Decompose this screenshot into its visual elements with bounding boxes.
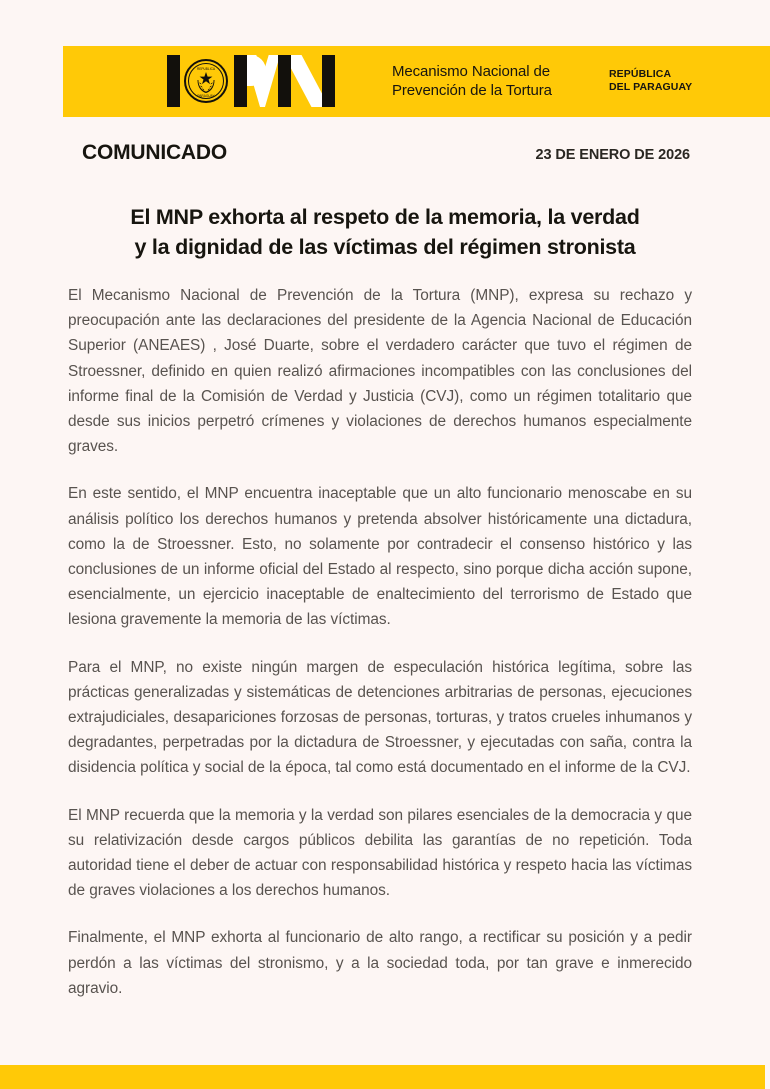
body-paragraph: Finalmente, el MNP exhorta al funcionario de alto rango, a rectificar su posición y a pedir perdón a las víctimas del stronismo, y a la sociedad toda, por tan grave e inmerecido agravio. [68, 929, 692, 997]
header-org-line-2: Prevención de la Tortura [392, 82, 552, 99]
logo-mnp-letters [234, 55, 382, 107]
logo-i-bar [167, 55, 180, 107]
header-org-line-1: Mecanismo Nacional de [392, 63, 550, 80]
page-title [70, 202, 700, 262]
document-type-label: COMUNICADO [82, 141, 227, 164]
page-title-line-1: El MNP exhorta al respeto de la memoria, la verdad [130, 205, 640, 229]
footer-banner [0, 1065, 765, 1089]
mnp-logo [167, 52, 382, 110]
page-title-line-2: y la dignidad de las víctimas del régimen stronista [134, 235, 636, 259]
svg-text:REPUBLICA: REPUBLICA [196, 67, 216, 72]
document-body [68, 283, 692, 1001]
header-banner [63, 46, 770, 117]
paraguay-seal-icon [184, 59, 228, 103]
header-country-line-1: REPÚBLICA [609, 68, 672, 80]
body-paragraph: El MNP recuerda que la memoria y la verdad son pilares esenciales de la democracia y que su relativización desde cargos públicos debilita las garantías de no repetición. Toda autoridad tiene el deber de actuar con responsabilidad histórica y respeto hacia las víctimas de graves violaciones a los derechos humanos. [68, 806, 692, 900]
body-paragraph: Para el MNP, no existe ningún margen de especulación histórica legítima, sobre las prácticas generalizadas y sistemáticas de detenciones arbitrarias de personas, ejecuciones extrajudiciales, desapariciones forzosas de personas, torturas, y tratos crueles inhumanos y degradantes, perpetradas por la dictadura de Stroessner, y ejecutadas con saña, contra la disidencia política y social de la época, tal como está documentado en el informe de la CVJ. [68, 658, 692, 777]
header-country-name [609, 68, 692, 94]
body-paragraph: El Mecanismo Nacional de Prevención de la Tortura (MNP), expresa su rechazo y preocupación ante las declaraciones del presidente de la Agencia Nacional de Educación Superior (ANEAES) , José Duarte, sobre el verdadero carácter que tuvo el régimen de Stroessner, definido en quien realizó afirmaciones incompatibles con las conclusiones del informe final de la Comisión de Verdad y Justicia (CVJ), como un régimen totalitario que desde sus inicios perpetró crímenes y violaciones de derechos humanos especialmente graves. [68, 287, 692, 456]
document-date: 23 DE ENERO DE 2026 [535, 147, 690, 163]
svg-text:PARAGUAY: PARAGUAY [197, 93, 215, 98]
document-meta-row [82, 141, 690, 165]
header-country-line-2: DEL PARAGUAY [609, 81, 693, 93]
header-organization-name [392, 62, 552, 100]
body-paragraph: En este sentido, el MNP encuentra inaceptable que un alto funcionario menoscabe en su análisis político los derechos humanos y pretenda absolver históricamente una dictadura, como la de Stroessner. Esto, no solamente por contradecir el consenso histórico y las conclusiones de un informe oficial del Estado al respecto, sino porque dicha acción supone, esencialmente, un ejercicio inaceptable de enaltecimiento del terrorismo de Estado que lesiona gravemente la memoria de las víctimas. [68, 485, 692, 629]
